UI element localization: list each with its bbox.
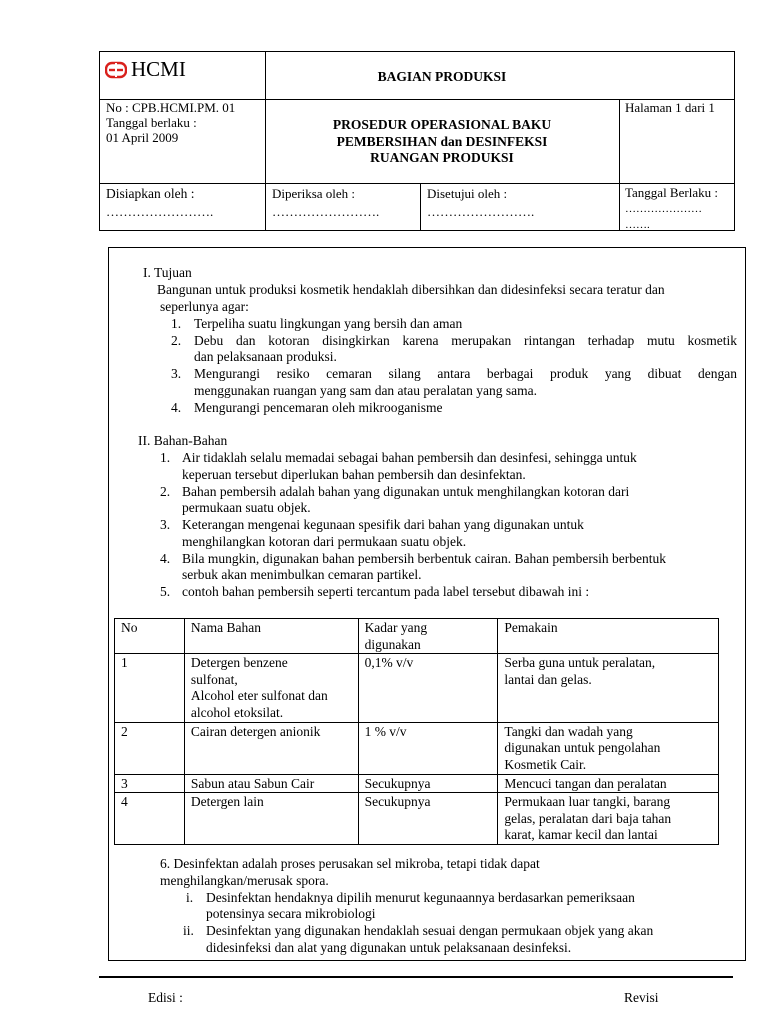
prepared-signature-line: ……………………. <box>106 204 214 219</box>
table-cell-material-name: Detergen lain <box>184 793 358 845</box>
material-item-2-text-line-1: Bahan pembersih adalah bahan yang digunakan untuk menghilangkan kotoran dari <box>182 484 630 499</box>
valid-date-label: Tanggal berlaku : <box>106 115 197 130</box>
material-item-3-number: 3. <box>160 517 171 532</box>
section-2-heading: II. Bahan-Bahan <box>138 433 228 448</box>
material-item-3-text-line-1: Keterangan mengenai kegunaan spesifik dari bahan yang digunakan untuk <box>182 517 584 532</box>
approved-by <box>427 185 617 221</box>
table-row <box>115 722 719 774</box>
disinfectant-item-ii-text-line-2: didesinfeksi dan alat yang digunakan untuk pelaksanaan desinfeksi. <box>206 940 572 955</box>
hcmi-logo-icon <box>105 61 127 79</box>
table-cell-material-name: Detergen benzene sulfonat, Alcohol eter sulfonat dan alcohol etoksilat. <box>184 654 358 722</box>
effective-date-line-2: ……. <box>625 219 650 231</box>
material-item-4-number: 4. <box>160 551 171 566</box>
material-item-4-text-line-1: Bila mungkin, digunakan bahan pembersih berbentuk cairan. Bahan pembersih berbentuk <box>182 551 666 566</box>
disinfectant-item-ii-number: ii. <box>183 923 194 938</box>
disinfectant-item-ii-text-line-1: Desinfektan yang digunakan hendaklah sesuai dengan permukaan objek yang akan <box>206 923 654 938</box>
table-cell-no: 4 <box>115 793 185 845</box>
table-header-no: No <box>115 619 185 654</box>
company-logo <box>105 57 186 82</box>
table-row <box>115 774 719 793</box>
goal-item-3-number: 3. <box>171 366 182 381</box>
table-header-row <box>115 619 719 654</box>
goal-item-2-number: 2. <box>171 333 182 348</box>
approved-label: Disetujui oleh : <box>427 186 508 201</box>
table-cell-no: 3 <box>115 774 185 793</box>
table-header-usage: Pemakain <box>498 619 719 654</box>
table-cell-no: 2 <box>115 722 185 774</box>
goal-item-4-text: Mengurangi pencemaran oleh mikrooganisme <box>194 400 443 415</box>
doc-number: No : CPB.HCMI.PM. 01 <box>106 100 236 115</box>
table-cell-concentration: Secukupnya <box>358 774 498 793</box>
disinfectant-item-i-text-line-1: Desinfektan hendaknya dipilih menurut kegunaannya berdasarkan pemeriksaan <box>206 890 635 905</box>
disinfectant-line-1: 6. Desinfektan adalah proses perusakan sel mikroba, tetapi tidak dapat <box>160 856 540 871</box>
table-header-material-name: Nama Bahan <box>184 619 358 654</box>
material-item-2-text-line-2: permukaan suatu objek. <box>182 500 311 515</box>
approved-signature-line: ……………………. <box>427 204 535 219</box>
cleaning-materials-table <box>114 618 719 845</box>
title-line-1: PROSEDUR OPERASIONAL BAKU <box>332 117 552 132</box>
table-cell-no: 1 <box>115 654 185 722</box>
material-item-1-text-line-1: Air tidaklah selalu memadai sebagai bahan pembersih dan desinfesi, sehingga untuk <box>182 450 637 465</box>
revision-label: Revisi <box>624 990 659 1005</box>
section-1-intro-line-1: Bangunan untuk produksi kosmetik hendaklah dibersihkan dan didesinfeksi secara teratur dan <box>157 282 665 297</box>
document-title <box>266 117 618 167</box>
edition-label: Edisi : <box>148 990 183 1005</box>
material-item-4-text-line-2: serbuk akan menimbulkan cemaran partikel. <box>182 567 422 582</box>
doc-info <box>106 100 264 145</box>
table-cell-usage: Serba guna untuk peralatan, lantai dan gelas. <box>498 654 719 722</box>
table-cell-usage: Permukaan luar tangki, barang gelas, peralatan dari baja tahan karat, kamar kecil dan lantai <box>498 793 719 845</box>
document-header-table <box>99 51 735 231</box>
table-cell-concentration: 0,1% v/v <box>358 654 498 722</box>
goal-item-4-number: 4. <box>171 400 182 415</box>
effective-date-line-1: ………………… <box>625 203 702 215</box>
logo-text: HCMI <box>131 57 186 81</box>
table-cell-usage: Mencuci tangan dan peralatan <box>498 774 719 793</box>
footer-divider <box>99 976 733 978</box>
table-row <box>115 793 719 845</box>
material-item-5-text: contoh bahan pembersih seperti tercantum pada label tersebut dibawah ini : <box>182 584 590 599</box>
disinfectant-item-i-number: i. <box>186 890 194 905</box>
table-cell-usage: Tangki dan wadah yang digunakan untuk pengolahan Kosmetik Cair. <box>498 722 719 774</box>
material-item-5-number: 5. <box>160 584 171 599</box>
material-item-1-number: 1. <box>160 450 171 465</box>
valid-date: 01 April 2009 <box>106 130 179 145</box>
material-item-1-text-line-2: keperuan tersebut diperlukan bahan pembersih dan desinfektan. <box>182 467 526 482</box>
goal-item-1-number: 1. <box>171 316 182 331</box>
goal-item-1-text: Terpeliha suatu lingkungan yang bersih dan aman <box>194 316 463 331</box>
checked-label: Diperiksa oleh : <box>272 186 356 201</box>
page-info: Halaman 1 dari 1 <box>625 100 715 115</box>
table-row <box>115 654 719 722</box>
prepared-by <box>106 185 264 221</box>
disinfectant-item-i-text-line-2: potensinya secara mikrobiologi <box>206 906 376 921</box>
goal-item-3-text-line-2: menggunakan ruangan yang sam dan atau peralatan yang sama. <box>194 383 537 398</box>
checked-signature-line: ……………………. <box>272 204 380 219</box>
table-cell-concentration: Secukupnya <box>358 793 498 845</box>
disinfectant-line-2: menghilangkan/merusak spora. <box>160 873 329 888</box>
department-title: BAGIAN PRODUKSI <box>377 69 507 84</box>
table-header-concentration: Kadar yang digunakan <box>358 619 498 654</box>
title-line-2: PEMBERSIHAN dan DESINFEKSI <box>336 133 548 149</box>
table-cell-material-name: Cairan detergen anionik <box>184 722 358 774</box>
material-item-2-number: 2. <box>160 484 171 499</box>
goal-item-3-text-line-1: Mengurangi resiko cemaran silang antara berbagai produk yang dibuat dengan <box>194 366 737 381</box>
table-cell-concentration: 1 % v/v <box>358 722 498 774</box>
checked-by <box>272 185 418 221</box>
table-cell-material-name: Sabun atau Sabun Cair <box>184 774 358 793</box>
title-line-3: RUANGAN PRODUKSI <box>370 150 514 165</box>
material-item-3-text-line-2: menghilangkan kotoran dari permukaan suatu objek. <box>182 534 467 549</box>
goal-item-2-text-line-2: dan pelaksanaan produksi. <box>194 349 337 364</box>
prepared-label: Disiapkan oleh : <box>106 186 195 201</box>
goal-item-2-text-line-1: Debu dan kotoran disingkirkan karena merupakan rintangan terhadap mutu kosmetik <box>194 333 737 348</box>
effective-date-label: Tanggal Berlaku : <box>625 185 718 200</box>
section-1-intro-line-2: seperlunya agar: <box>160 299 249 314</box>
effective-date <box>625 185 735 233</box>
section-1-heading: I. Tujuan <box>143 265 192 280</box>
